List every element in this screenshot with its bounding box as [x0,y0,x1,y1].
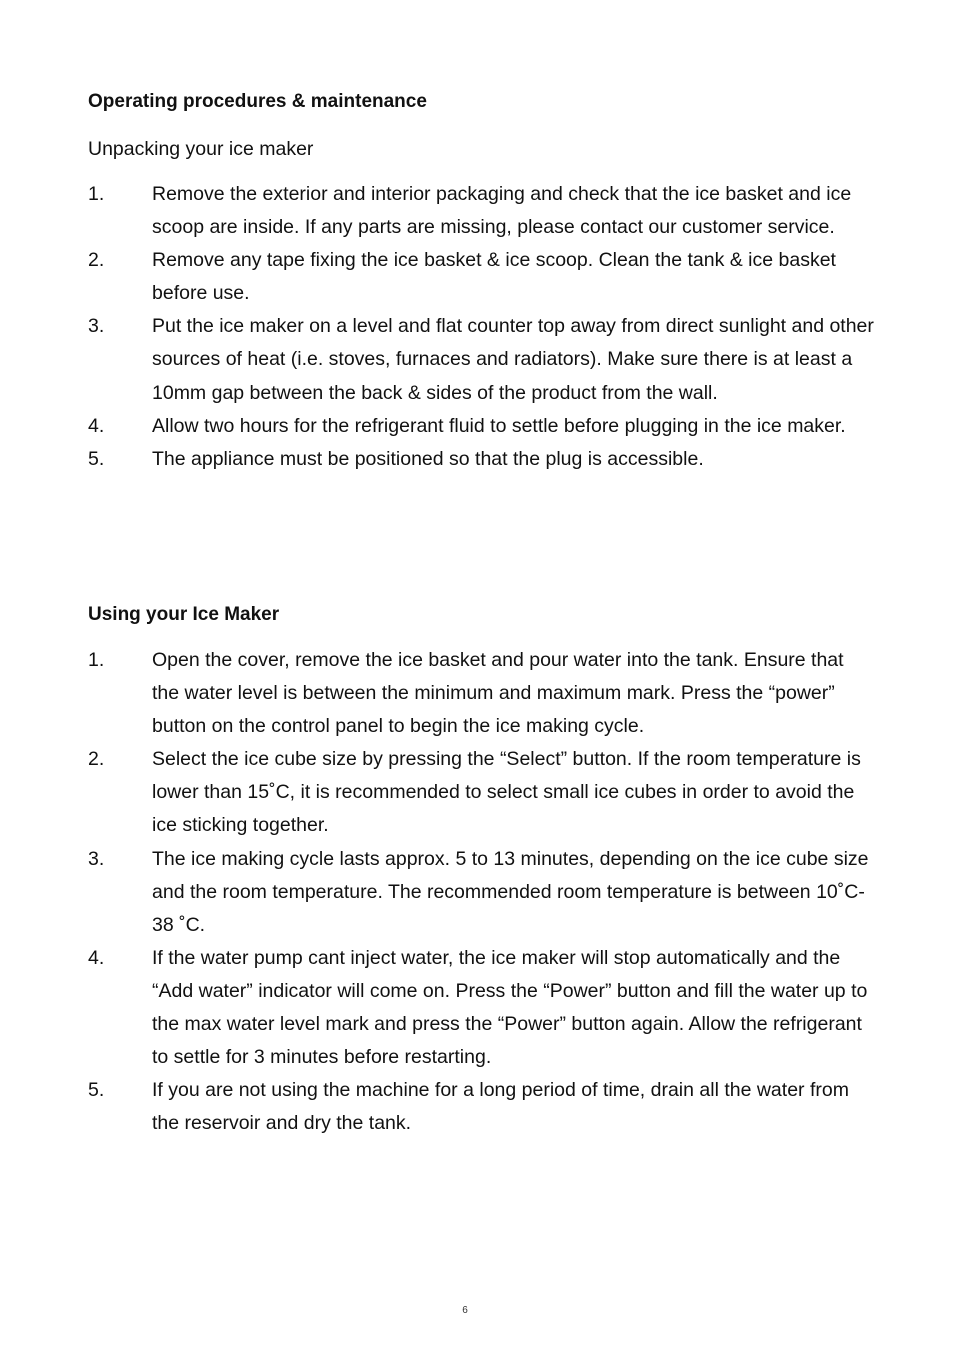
list-item [88,310,878,409]
usage-steps-list [88,644,878,1140]
unpacking-steps-list [88,178,878,476]
list-item-text: The appliance must be positioned so that the plug is accessible. [152,447,704,470]
list-item-text: The ice making cycle lasts approx. 5 to 13 minutes, depending on the ice cube size and the room temperature. The recommended room temperature is between 10˚C- 38 ˚C. [152,847,869,936]
list-item-number: 2. [88,249,105,272]
list-item-number: 5. [88,447,105,470]
list-item-text: Put the ice maker on a level and flat counter top away from direct sunlight and other sources of heat (i.e. stoves, furnaces and radiators). Make sure there is at least a 10mm gap between the back & sides of the product from the wall. [152,315,874,404]
list-item-number: 4. [88,946,105,969]
list-item [88,410,878,443]
list-item-number: 4. [88,414,105,437]
list-item [88,178,878,244]
list-item-number: 3. [88,315,105,338]
list-item [88,644,878,743]
list-item-text: Select the ice cube size by pressing the “Select” button. If the room temperature is lower than 15˚C, it is recommended to select small ice cubes in order to avoid the ice sticking together. [152,748,861,837]
section-heading-operating-procedures: Operating procedures & maintenance [88,91,427,112]
list-item-text: If you are not using the machine for a long period of time, drain all the water from the reservoir and dry the tank. [152,1079,849,1135]
list-item [88,743,878,842]
list-item-number: 2. [88,748,105,771]
list-item-text: Remove any tape fixing the ice basket & ice scoop. Clean the tank & ice basket before use. [152,249,836,305]
list-item [88,1074,878,1140]
list-item-text: If the water pump cant inject water, the ice maker will stop automatically and the “Add water” indicator will come on. Press the “Power” button and fill the water up to the max water level mark and press the “Power” button again. Allow the refrigerant to settle for 3 minutes before restarting. [152,946,868,1069]
list-item-number: 5. [88,1079,105,1102]
list-item-number: 3. [88,847,105,870]
list-item [88,244,878,310]
list-item [88,942,878,1074]
list-item-number: 1. [88,183,105,205]
list-item-text: Allow two hours for the refrigerant fluid to settle before plugging in the ice maker. [152,414,846,437]
list-item [88,843,878,942]
list-item-text: Remove the exterior and interior packaging and check that the ice basket and ice scoop are inside. If any parts are missing, please contact our customer service. [152,183,852,239]
subheading-unpacking: Unpacking your ice maker [88,138,314,160]
list-item-number: 1. [88,649,105,671]
list-item-text: Open the cover, remove the ice basket and pour water into the tank. Ensure that the water level is between the minimum and maximum mark. Press the “power” button on the control panel to begin the ice making cycle. [152,649,844,738]
page-number: 6 [462,1305,468,1316]
section-heading-using-ice-maker: Using your Ice Maker [88,604,280,625]
list-item [88,443,878,476]
